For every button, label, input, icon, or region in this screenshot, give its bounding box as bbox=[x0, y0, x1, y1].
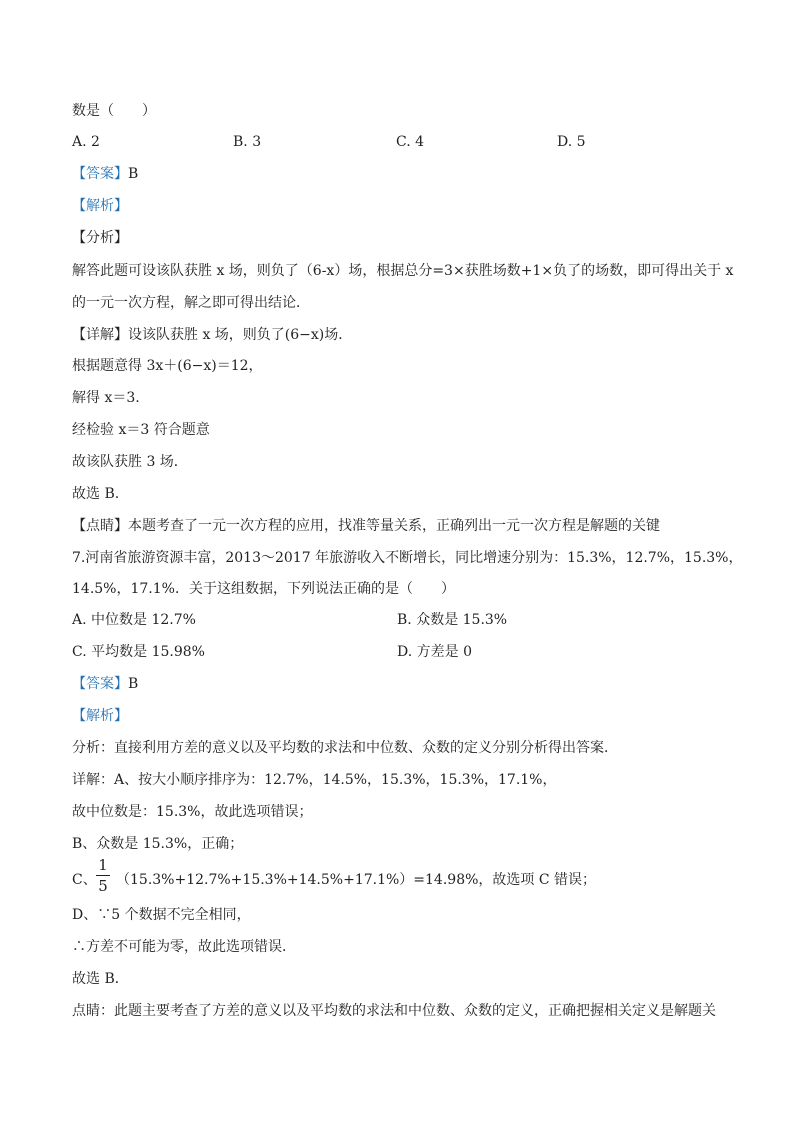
q6-fenxi-line-2: 的一元一次方程，解之即可得出结论． bbox=[72, 295, 310, 311]
q7-option-b: B. 众数是 15.3% bbox=[397, 612, 508, 628]
q6-detail-line-1 bbox=[72, 325, 352, 345]
detail-text: 设该队获胜 x 场，则负了(6−x)场． bbox=[128, 327, 353, 343]
q7-option-c: C. 平均数是 15.98% bbox=[72, 644, 205, 660]
q6-fenxi-tag: 【分析】 bbox=[72, 230, 128, 246]
q7-option-d: D. 方差是 0 bbox=[397, 644, 472, 660]
q6-detail-line-3: 解得 x＝3. bbox=[72, 390, 140, 406]
q7-detail-line-5: D、∵5 个数据不完全相同， bbox=[72, 907, 251, 923]
fraction-bar bbox=[96, 875, 110, 876]
q7-dianjing: 点睛：此题主要考查了方差的意义以及平均数的求法和中位数、众数的定义，正确把握相关定义是解题关 bbox=[72, 1003, 716, 1019]
q7-stem-line-2: 14.5%，17.1%．关于这组数据，下列说法正确的是（ ） bbox=[72, 581, 455, 597]
q6-detail-line-2: 根据题意得 3x＋(6−x)＝12， bbox=[72, 358, 263, 374]
q6-detail-line-5: 故该队获胜 3 场． bbox=[72, 454, 188, 470]
q7-choose: 故选 B． bbox=[72, 971, 129, 987]
answer-tag: 【答案】 bbox=[72, 166, 128, 182]
q6-detail-line-4: 经检验 x＝3 符合题意 bbox=[72, 422, 210, 438]
q6-fenxi-line-1: 解答此题可设该队获胜 x 场，则负了（6-x）场，根据总分=3×获胜场数+1×负了的场数，即可得出关于 x bbox=[72, 263, 734, 279]
q7-detail-c-prefix: C、 bbox=[72, 872, 97, 888]
q6-dianjing bbox=[72, 516, 660, 536]
q7-fenxi: 分析：直接利用方差的意义以及平均数的求法和中位数、众数的定义分别分析得出答案． bbox=[72, 740, 618, 756]
q6-option-d: D. 5 bbox=[557, 134, 586, 150]
q6-stem-tail: 数是（ ） bbox=[72, 103, 156, 119]
q6-option-c: C. 4 bbox=[396, 134, 425, 150]
detail-tag: 【详解】 bbox=[72, 327, 128, 343]
q7-detail-line-6: ∴方差不可能为零，故此选项错误． bbox=[72, 939, 296, 955]
q6-choose: 故选 B. bbox=[72, 486, 120, 502]
q6-option-a: A. 2 bbox=[72, 134, 100, 150]
dianjing-tag: 【点睛】 bbox=[72, 518, 128, 534]
fraction-numerator: 1 bbox=[98, 856, 108, 874]
fraction-one-fifth bbox=[96, 856, 110, 895]
dianjing-text: 本题考查了一元一次方程的应用，找准等量关系，正确列出一元一次方程是解题的关键 bbox=[128, 518, 660, 534]
q7-detail-c-rest: （15.3%+12.7%+15.3%+14.5%+17.1%）=14.98%，故选项 C 错误； bbox=[116, 872, 597, 888]
answer-value: B bbox=[128, 676, 139, 692]
answer-tag: 【答案】 bbox=[72, 676, 128, 692]
q7-answer bbox=[72, 674, 138, 694]
q7-detail-line-1: 详解：A、按大小顺序排序为：12.7%，14.5%，15.3%，15.3%，17.1%， bbox=[72, 772, 557, 788]
fraction-denominator: 5 bbox=[98, 877, 108, 895]
q7-analysis-tag: 【解析】 bbox=[72, 708, 128, 724]
q7-option-a: A. 中位数是 12.7% bbox=[72, 612, 196, 628]
answer-value: B bbox=[128, 166, 139, 182]
q6-answer bbox=[72, 164, 138, 184]
q7-detail-line-3: B、众数是 15.3%，正确； bbox=[72, 836, 244, 852]
q6-option-b: B. 3 bbox=[233, 134, 262, 150]
q7-detail-line-2: 故中位数是：15.3%，故此选项错误； bbox=[72, 804, 313, 820]
q7-stem-line-1: 7.河南省旅游资源丰富，2013～2017 年旅游收入不断增长，同比增速分别为：15.3%，12.7%，15.3%， bbox=[72, 550, 743, 566]
q6-analysis-tag: 【解析】 bbox=[72, 198, 128, 214]
